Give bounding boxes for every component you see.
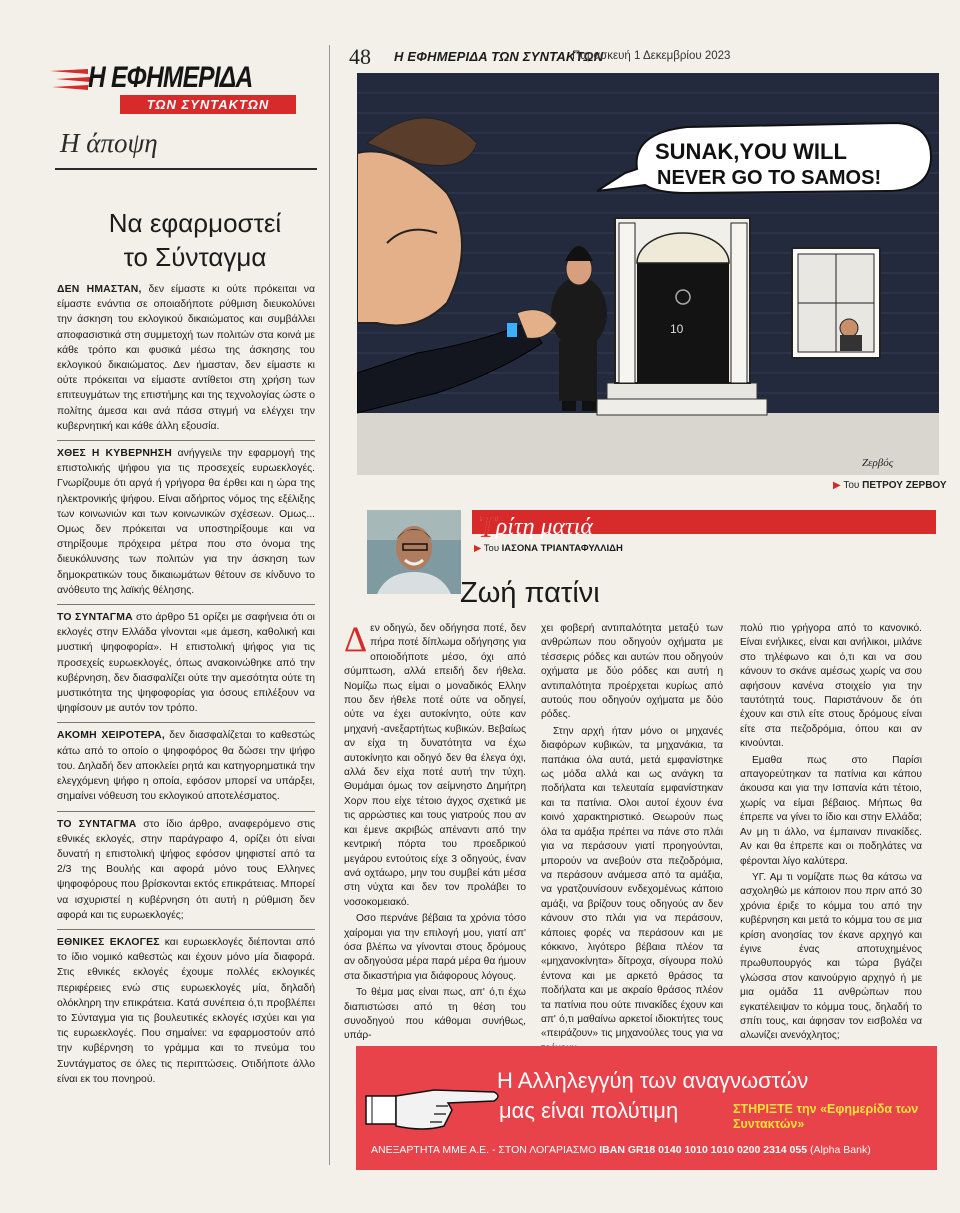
column-author	[474, 543, 623, 554]
ad-footer	[371, 1144, 871, 1156]
ad-bank: (Alpha Bank)	[810, 1144, 871, 1156]
paragraph-lead: ΑΚΟΜΗ ΧΕΙΡΟΤΕΡΑ,	[57, 730, 165, 742]
author-portrait-icon	[367, 510, 461, 594]
paragraph-lead: ΤΟ ΣΥΝΤΑΓΜΑ	[57, 818, 137, 830]
editorial-title-line1: Να εφαρμοστεί	[108, 208, 282, 238]
column-title-initial: Τ	[478, 508, 496, 544]
ad-support-text: ΣΤΗΡΙΞΤΕ την «Εφημερίδα των Συντακτών»	[733, 1102, 919, 1131]
paragraph-text: ανήγγειλε την εφαρμογή της επιστολικής ψήφου για τις προσεχείς ευρωεκλογές. Γνωρίζουμε ότι αργά ή γρήγορα θα έρθει και η ώρα της ηλεκτρονικής ψήφου. Είναι αδήριτος νόμος της εξέλιξης των κοινωνιών και των κοινωνικών σχέσεων. Ομως... Ομως δεν πρόκειται να υποστηρίξουμε και να στηρίξουμε πρόχειρα μέτρα που στο όνομα της διευκόλυνσης των πολιτών για την άσκηση των δημοκρατικών τους δικαιωμάτων θέτουν σε κίνδυνο το ανόθευτο της λαϊκής θέλησης.	[57, 448, 315, 596]
article-paragraph	[344, 619, 526, 910]
section-label: Η άποψη	[60, 128, 158, 158]
pointing-hand-icon	[364, 1066, 504, 1140]
ad-footer-text: ΑΝΕΞΑΡΤΗΤΑ ΜΜΕ Α.Ε. - ΣΤΟΝ ΛΟΓΑΡΙΑΣΜΟ	[371, 1144, 597, 1156]
speed-streaks-icon	[48, 67, 92, 93]
credit-prefix: Του	[843, 480, 860, 491]
editorial-title	[80, 206, 310, 274]
ad-title-line2: μας είναι πολύτιμη	[499, 1098, 679, 1123]
editorial-paragraph	[57, 929, 315, 1087]
triangle-bullet-icon: ▶	[474, 543, 482, 554]
article-title: Ζωή πατίνι	[460, 577, 600, 609]
article-column-3	[740, 622, 922, 1046]
drop-cap: Δ	[344, 619, 368, 659]
ad-iban: IBAN GR18 0140 1010 1010 0200 2314 055	[599, 1144, 808, 1156]
editorial-title-line2: το Σύνταγμα	[123, 242, 267, 272]
speech-bubble-line1: SUNAK,YOU WILL	[655, 139, 847, 164]
editorial-paragraph	[57, 811, 315, 923]
paragraph-text: στο ίδιο άρθρο, αναφερόμενο στις εθνικές εκλογές, στην παράγραφο 4, ορίζει ότι είναι δυνατή η επιστολική ψήφος εφόσον ψηφιστεί από τα 2/3 της Βουλής και αφορά μόνο τους Ελληνες ψηφοφόρους που βρίσκονται εκτός επικράτειας. Μπορεί να ισχυριστεί η κυβέρνηση ότι αυτή η ρύθμιση δεν αφορά και τις ευρωεκλογές;	[57, 818, 316, 921]
paragraph-text: εν οδηγώ, δεν οδήγησα ποτέ, δεν πήρα ποτέ δίπλωμα οδήγησης για οποιοδήποτε μέσο, όχι από σύμπτωση, αλλά επειδή δεν ήθελα. Νομίζω πως είμαι ο μοναδικός Ελλην που δεν ήθελε ποτέ ούτε να οδηγεί, ούτε να έχει αυτοκίνητο, ούτε καν μηχανή -ανεξαρτήτως κυβικών. Βεβαίως αν είχα τη δυνατότητα να έχω αυτοκίνητο και οδηγό δεν θα έλεγα όχι, αλλά δεν είχα ποτέ αυτή την τύχη. Θυμάμαι όμως τον αείμνηστο Δημήτρη Χορν που είχε τέτοιο άγχος σχετικά με τις αρρώστιες και τους γιατρούς που αν και έμενε ακριβώς απέναντι από την κεντρική πόρτα του προεδρικού μεγάρου εντούτοις είχε 3 οδηγούς, έναν ανά οχτάωρο, μην του συμβεί κάτι μέσα στη νύχτα και δεν τον προλάβει το νοσοκομειακό.	[344, 623, 526, 908]
column-title-rest: ρίτη ματιά	[495, 514, 593, 540]
paragraph-text: και ευρωεκλογές διέπονται από το ίδιο νομικό καθεστώς και έχουν μόνο μία διαφορά. Στις εθνικές εκλογές έχουμε πολλές εκλογικές περιφέρειες ενώ στις ευρωεκλογές μία, δηλαδή ολόκληρη την επικράτεια. Κατά συνέπεια ό,τι προβλέπει το Σύνταγμα για τις βουλευτικές εκλογές ισχύει και για τις ευρωεκλογές. Που σημαίνει: να εφαρμοστούν από την κυβέρνηση το γράμμα και το πνεύμα του Συντάγματος σε όλες τις περιπτώσεις. Οτιδήποτε άλλο είναι εκ του πονηρού.	[57, 936, 315, 1085]
paragraph-lead: ΧΘΕΣ Η ΚΥΒΕΡΝΗΣΗ	[57, 448, 172, 460]
door-number: 10	[670, 322, 684, 336]
ad-title-line1: Η Αλληλεγγύη των αναγνωστών	[497, 1068, 809, 1093]
cartoon-credit	[833, 480, 947, 491]
editorial-paragraph	[57, 722, 315, 804]
author-name: ΙΑΣΟΝΑ ΤΡΙΑΝΤΑΦΥΛΛΙΔΗ	[501, 543, 623, 554]
article-paragraph: πολύ πιο γρήγορα από το κανονικό. Είναι ενήλικες, είναι και ανήλικοι, μιλάνε στο τηλέφωνο και ό,τι και να σου κάνουν το σκάνε αμέσως χωρίς να σου αφήσουν κανένα στοιχείο για την ταυτότητά τους. Παριστάνουν δε ότι έχουν και στιλ είτε στους δρόμους είναι είτε στα πεζοδρόμια, όπου και αν κινούνται.	[740, 623, 922, 750]
speech-bubble-line2: NEVER GO TO SAMOS!	[657, 167, 882, 189]
editorial-body	[57, 282, 315, 1091]
section-divider	[55, 168, 317, 170]
paragraph-text: δεν διασφαλίζεται το καθεστώς κάτω από το οποίο ο ψηφοφόρος θα δώσει την ψήφο του. Δηλαδή δεν αποκλείει ρητά και κατηγορηματικά την ελεγχόμενη ψήφο η οποία, εφόσον μπορεί να υπάρξει, σημαίνει νόθευση του εκλογικού αποτελέσματος.	[57, 730, 315, 803]
article-paragraph: Οσο περνάνε βέβαια τα χρόνια τόσο χαίρομαι για την επιλογή μου, γιατί απ' όσα βλέπω να γίνονται στους δρόμους αν οδηγούσα μέρα παρά μέρα θα ήμουν στα δικαστήρια για διάφορους λόγους.	[344, 913, 526, 982]
article-paragraph: ΥΓ. Αμ τι νομίζατε πως θα κάτσω να ασχοληθώ με κάποιον που πριν από 30 χρόνια έριξε το κόμμα του από την κυβέρνηση και μετά το κόμμα του σε μια κρίση ανοησίας τον έκανε αρχηγό και έγινε ένας αποτυχημένος πρωθυπουργός και τώρα βγάζει γλώσσα στον καινούργιο αρχηγό ή με μια ομάδα 11 ανθρώπων που εγκατέλειψαν το κόμμα τους, δηλαδή το σπίτι τους, και άφησαν τον εισβολέα να αλωνίζει ανενόχλητος;	[740, 871, 922, 1042]
paragraph-text: στο άρθρο 51 ορίζει με σαφήνεια ότι οι εκλογές στην Ελλάδα γίνονται «με άμεση, καθολική και μυστική ψηφοφορία». Η επιστολική ψήφος για τις προσεχείς ευρωεκλογές, όπως ανακοινώθηκε από την κυβέρνηση, δεν διασφαλίζει ούτε την αμεσότητα ούτε τη μυστικότητα της ψηφοφορίας για όσους επιλέξουν να ψηφίσουν με αυτόν τον τρόπο.	[57, 612, 315, 715]
editorial-paragraph	[57, 282, 315, 434]
masthead-title: Η ΕΦΗΜΕΡΙΔΑ	[88, 61, 253, 94]
triangle-bullet-icon: ▶	[833, 480, 841, 491]
column-title	[478, 505, 593, 542]
cartoon-illustration	[357, 73, 939, 475]
article-paragraph: Το θέμα μας είναι πως, απ' ό,τι έχω διαπιστώσει από τη θέση του συνοδηγού που κάθομαι συνήθως, υπάρ-	[344, 987, 526, 1042]
page-number: 48	[349, 44, 371, 69]
masthead-logo	[48, 55, 313, 117]
column-separator	[329, 45, 330, 1165]
cartoon-image	[357, 73, 939, 475]
article-column-2	[541, 622, 723, 1058]
paragraph-lead: ΤΟ ΣΥΝΤΑΓΜΑ	[57, 612, 133, 624]
article-column-1	[344, 619, 526, 1046]
paragraph-lead: ΕΘΝΙΚΕΣ ΕΚΛΟΓΕΣ	[57, 936, 160, 948]
header-date: Παρασκευή 1 Δεκεμβρίου 2023	[572, 50, 731, 62]
credit-name: ΠΕΤΡΟΥ ΖΕΡΒΟΥ	[862, 480, 947, 491]
masthead-subtitle: ΤΩΝ ΣΥΝΤΑΚΤΩΝ	[120, 95, 296, 114]
header-paper-name: Η ΕΦΗΜΕΡΙΔΑ ΤΩΝ ΣΥΝΤΑΚΤΩΝ	[394, 49, 604, 64]
cartoon-signature: Ζερβός	[862, 457, 894, 469]
author-prefix: Του	[483, 543, 500, 554]
article-paragraph: Στην αρχή ήταν μόνο οι μηχανές διαφόρων κυβικών, τα μηχανάκια, τα παπάκια όλα αυτά, μετά εμφανίστηκε ως μόδα αλλά και ως ανάγκη τα ποδήλατα και τελευταία εμφανίστηκαν και τα πατίνια. Ολοι αυτοί έχουν ένα κοινό χαρακτηριστικό. Θεωρούν πως όλα τα αμάξια πρέπει να πάνε στο πλάι για να περάσουν γιατί προηγούνται, μπορούν να ανεβούν στα πεζοδρόμια, να περάσουν ανάμεσα από τα αμάξια, να γρατζουνίσουν ενδεχομένως κάποιο αμάξι, να βρίζουν τους οδηγούς αν δεν κάνουν στο πλάι για να περάσουν, κάποιες φορές να περάσουν και με κόκκινο, λιγότερο βέβαια πλέον τα «μηχανοκίνητα» δίτροχα, σίγουρα πολύ έντονα και με αρκετό θράσος τα ποδήλατα και με ακραίο θράσος πλέον τα πατίνια που ούτε πινακίδες έχουν και απ' ό,τι μαθαίνω αρκετοί ιδιοκτήτες τους «πειράζουν» τις μηχανούλες τους για να	[541, 725, 723, 1040]
article-paragraph: χει φοβερή αντιπαλότητα μεταξύ των ανθρώπων που οδηγούν οχήματα με τέσσερις ρόδες και αυτών που οδηγούν οχήματα με δύο ρόδες και αυτή η αντιπαλότητα προέρχεται κυρίως από αυτούς που οδηγούν οχήματα με δύο ρόδες.	[541, 623, 723, 721]
paragraph-text: δεν είμαστε κι ούτε πρόκειται να είμαστε ενάντια σε οποιαδήποτε ρύθμιση διευκολύνει την άσκηση του εκλογικού δικαιώματος και συμβάλλει αποφασιστικά στη συμμετοχή των πολιτών στα κοινά με κάθε τρόπο και φυσικά μέσω της άσκησης του εκλογικού δικαιώματος. Δεν ήμασταν, δεν είμαστε κι ούτε πρόκειται να είμαστε αντίθετοι στη χρήση των επιτευγμάτων της επιστήμης και της τεχνολογίας ώστε ο πολίτης άμεσα και ανά πάσα στιγμή να ελέγχει την κυβερνητική και κάθε άλλη εξουσία.	[57, 284, 315, 432]
paragraph-lead: ΔΕΝ ΗΜΑΣΤΑΝ,	[57, 284, 142, 295]
editorial-paragraph	[57, 440, 315, 598]
article-paragraph: Εμαθα πως στο Παρίσι απαγορεύτηκαν τα πατίνια και κάπου άκουσα και για την Ισπανία κάτι τέτοιο, χωρίς να είμαι βέβαιος. Μήπως θα έπρεπε να γίνει το ίδιο και στην Ελλάδα; Αν μη τι άλλο, να έμπαιναν πινακίδες. Αν και θα έπρεπε και οι ποδηλάτες να φέρονται λίγο καλύτερα.	[740, 754, 922, 867]
editorial-paragraph	[57, 604, 315, 716]
author-photo	[367, 510, 461, 594]
